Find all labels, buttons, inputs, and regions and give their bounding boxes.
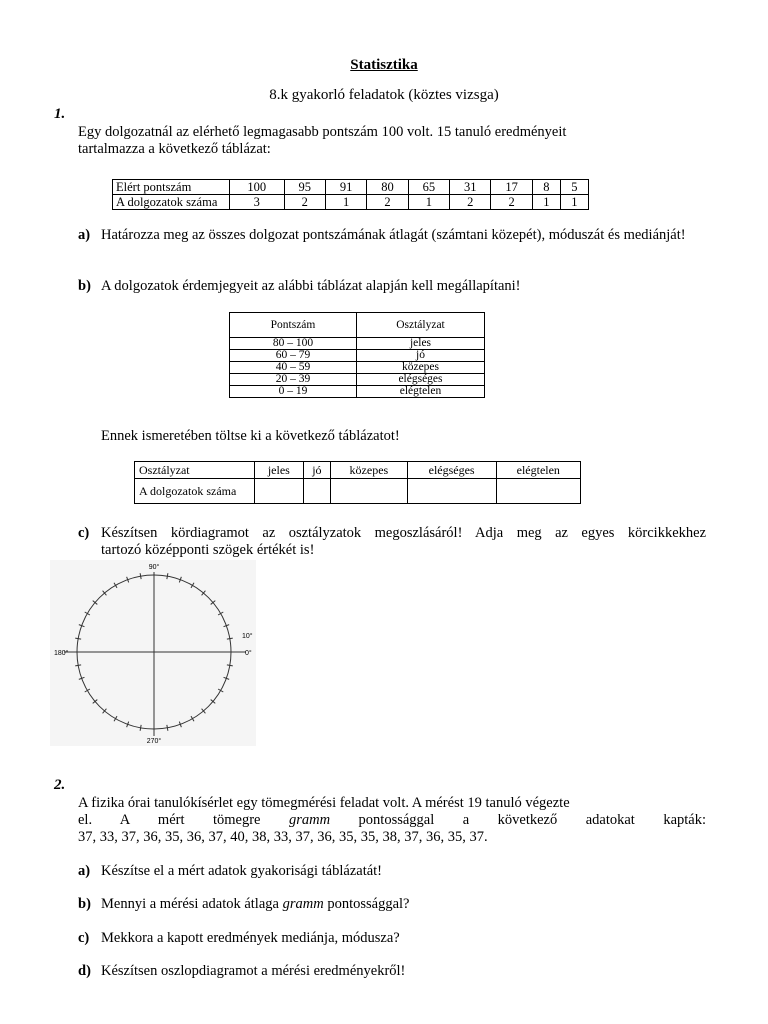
fill-count-cell[interactable] (331, 479, 408, 504)
score-cell: 95 (284, 180, 325, 195)
question-1c-line2: tartozó középponti szögek értékét is! (101, 542, 315, 558)
grade-name: jeles (357, 338, 485, 350)
score-table-row-counts (113, 195, 589, 210)
question-2c (78, 930, 706, 947)
question-2d-text: Készítsen oszlopdiagramot a mérési eredményekről! (101, 963, 406, 979)
question-1c-text (101, 525, 706, 559)
label-0: 0° (245, 650, 252, 657)
score-cell: 31 (450, 180, 491, 195)
score-cell: 91 (325, 180, 366, 195)
grade-range: 0 – 19 (230, 386, 357, 398)
question-1-intro-line2: tartalmazza a következő táblázat: (78, 141, 271, 157)
count-cell: 2 (367, 195, 408, 210)
fill-count-cell[interactable] (496, 479, 580, 504)
question-2d (78, 963, 706, 980)
question-2a-text: Készítse el a mért adatok gyakorisági táblázatát! (101, 863, 383, 879)
question-2b-pre: Mennyi a mérési adatok átlaga (101, 896, 283, 912)
question-1b (78, 278, 706, 295)
label-90: 90° (148, 564, 160, 571)
question-2-intro (78, 795, 706, 846)
question-2-line1: A fizika órai tanulókísérlet egy tömegmérési feladat volt. A mérést 19 tanuló végezte (78, 795, 570, 811)
question-2-line2 (78, 812, 706, 829)
count-cell: 1 (560, 195, 588, 210)
count-cell: 2 (491, 195, 532, 210)
table-row (230, 386, 485, 398)
question-2b-label: b) (78, 896, 91, 912)
question-1-intro (78, 124, 706, 158)
fill-table (134, 461, 581, 504)
label-10: 10° (242, 633, 253, 640)
page-subtitle: 8.k gyakorló feladatok (köztes vizsga) (269, 87, 499, 103)
label-180: 180° (54, 650, 69, 657)
grade-table-col-grade: Osztályzat (357, 313, 485, 338)
grade-range: 40 – 59 (230, 362, 357, 374)
score-cell: 17 (491, 180, 532, 195)
count-table-label: A dolgozatok száma (113, 195, 230, 210)
question-2-data: 37, 33, 37, 36, 35, 36, 37, 40, 38, 33, 37, 36, 35, 35, 38, 37, 36, 35, 37. (78, 829, 488, 845)
table-row (230, 362, 485, 374)
question-1-intro-line1: Egy dolgozatnál az elérhető legmagasabb pontszám 100 volt. 15 tanuló eredményeit (78, 124, 567, 140)
grade-name: elégtelen (357, 386, 485, 398)
question-1-number: 1. (54, 106, 66, 122)
label-270: 270° (146, 738, 162, 745)
fill-count-cell[interactable] (303, 479, 330, 504)
fill-table-row-counts (135, 479, 581, 504)
fill-table-row-grades (135, 462, 581, 479)
fill-grade-header: jeles (255, 462, 304, 479)
question-2-line2-pre: el. A mért tömegre (78, 812, 289, 828)
diagram-background (50, 560, 256, 746)
question-2a (78, 863, 706, 880)
fill-instruction: Ennek ismeretében töltse ki a következő táblázatot! (101, 428, 400, 444)
question-1c-line1: Készítsen kördiagramot az osztályzatok megoszlásáról! Adja meg az egyes körcikkekhez (101, 525, 706, 541)
question-1b-label: b) (78, 278, 91, 294)
question-1c-label: c) (78, 525, 90, 541)
fill-grade-header: elégtelen (496, 462, 580, 479)
table-row (230, 350, 485, 362)
count-cell: 1 (532, 195, 560, 210)
fill-count-cell[interactable] (255, 479, 304, 504)
count-cell: 1 (325, 195, 366, 210)
grade-name: közepes (357, 362, 485, 374)
grade-name: elégséges (357, 374, 485, 386)
grade-table-col-points: Pontszám (230, 313, 357, 338)
fill-grade-header: jó (303, 462, 330, 479)
score-table (112, 179, 589, 210)
fill-count-cell[interactable] (407, 479, 496, 504)
question-2d-label: d) (78, 963, 91, 979)
count-cell: 2 (284, 195, 325, 210)
score-cell: 5 (560, 180, 588, 195)
question-2-line2-post: pontossággal a következő adatokat kapták: (330, 812, 706, 828)
fill-grade-header: közepes (331, 462, 408, 479)
table-row (230, 338, 485, 350)
question-2-line2-unit: gramm (288, 812, 331, 828)
question-1a-text: Határozza meg az összes dolgozat pontszámának átlagát (számtani közepét), móduszát és mediánját! (101, 227, 686, 243)
grade-table-header (230, 313, 485, 338)
angle-circle-diagram (50, 560, 256, 746)
question-1a-label: a) (78, 227, 91, 243)
score-cell: 80 (367, 180, 408, 195)
question-2b (78, 896, 706, 913)
score-cell: 100 (230, 180, 285, 195)
grade-range: 60 – 79 (230, 350, 357, 362)
score-table-row-scores (113, 180, 589, 195)
grade-range: 80 – 100 (230, 338, 357, 350)
grade-table (229, 312, 485, 398)
grade-range: 20 – 39 (230, 374, 357, 386)
question-1b-text: A dolgozatok érdemjegyeit az alábbi táblázat alapján kell megállapítani! (101, 278, 521, 294)
question-2c-label: c) (78, 930, 90, 946)
grade-name: jó (357, 350, 485, 362)
question-1c (78, 525, 706, 559)
count-cell: 3 (230, 195, 285, 210)
question-1a (78, 227, 706, 244)
question-2c-text: Mekkora a kapott eredmények mediánja, módusza? (101, 930, 400, 946)
fill-count-label: A dolgozatok száma (135, 479, 255, 504)
fill-grade-header: elégséges (407, 462, 496, 479)
question-2b-text (101, 896, 706, 913)
question-2-number: 2. (54, 777, 66, 793)
count-cell: 2 (450, 195, 491, 210)
question-2b-post: pontossággal? (323, 896, 410, 912)
question-2b-unit: gramm (282, 896, 324, 912)
score-table-label: Elért pontszám (113, 180, 230, 195)
table-row (230, 374, 485, 386)
score-cell: 8 (532, 180, 560, 195)
score-cell: 65 (408, 180, 449, 195)
fill-table-label: Osztályzat (135, 462, 255, 479)
count-cell: 1 (408, 195, 449, 210)
page-title: Statisztika (350, 57, 418, 73)
question-2a-label: a) (78, 863, 91, 879)
